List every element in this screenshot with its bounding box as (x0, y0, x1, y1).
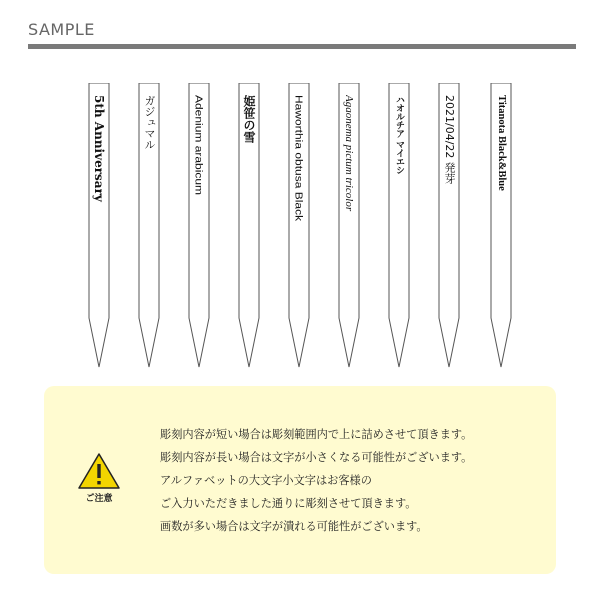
notice-text (160, 423, 550, 538)
stake-label: 5th Anniversary (92, 95, 106, 202)
plant-stake (88, 83, 110, 368)
stake-label: Agaonema pictum tricolor (343, 95, 355, 212)
header-title: SAMPLE (28, 20, 95, 39)
plant-stake (438, 83, 460, 368)
plant-stake (188, 83, 210, 368)
notice-label: ご注意 (85, 494, 113, 504)
plant-stake (238, 83, 260, 368)
stake-label: 2021/04/22 発芽 (443, 95, 456, 184)
plant-stake (338, 83, 360, 368)
notice-line: 画数が多い場合は文字が潰れる可能性がございます。 (160, 520, 428, 533)
plant-stake (288, 83, 310, 368)
stake-label: Titanota Black&Blue (496, 95, 507, 191)
notice-line: 彫刻内容が短い場合は彫刻範囲内で上に詰めさせて頂きます。 (160, 428, 473, 441)
stake-label: ハオルチア マイエシ (394, 95, 404, 175)
plant-stake (388, 83, 410, 368)
warning-icon (77, 452, 121, 490)
notice-line: ご入力いただきました通りに彫刻させて頂きます。 (160, 497, 417, 510)
plant-stake (490, 83, 512, 368)
notice-line: 彫刻内容が長い場合は文字が小さくなる可能性がございます。 (160, 451, 473, 464)
notice-line: アルファベットの大文字小文字はお客様の (160, 474, 372, 487)
stake-label: ガジュマル (143, 95, 156, 150)
stake-label: Adenium arabicum (193, 95, 205, 196)
plant-stake (138, 83, 160, 368)
stake-label: 姫笹の雪 (242, 95, 256, 143)
stake-label: Haworthia obtusa Black (293, 95, 305, 222)
